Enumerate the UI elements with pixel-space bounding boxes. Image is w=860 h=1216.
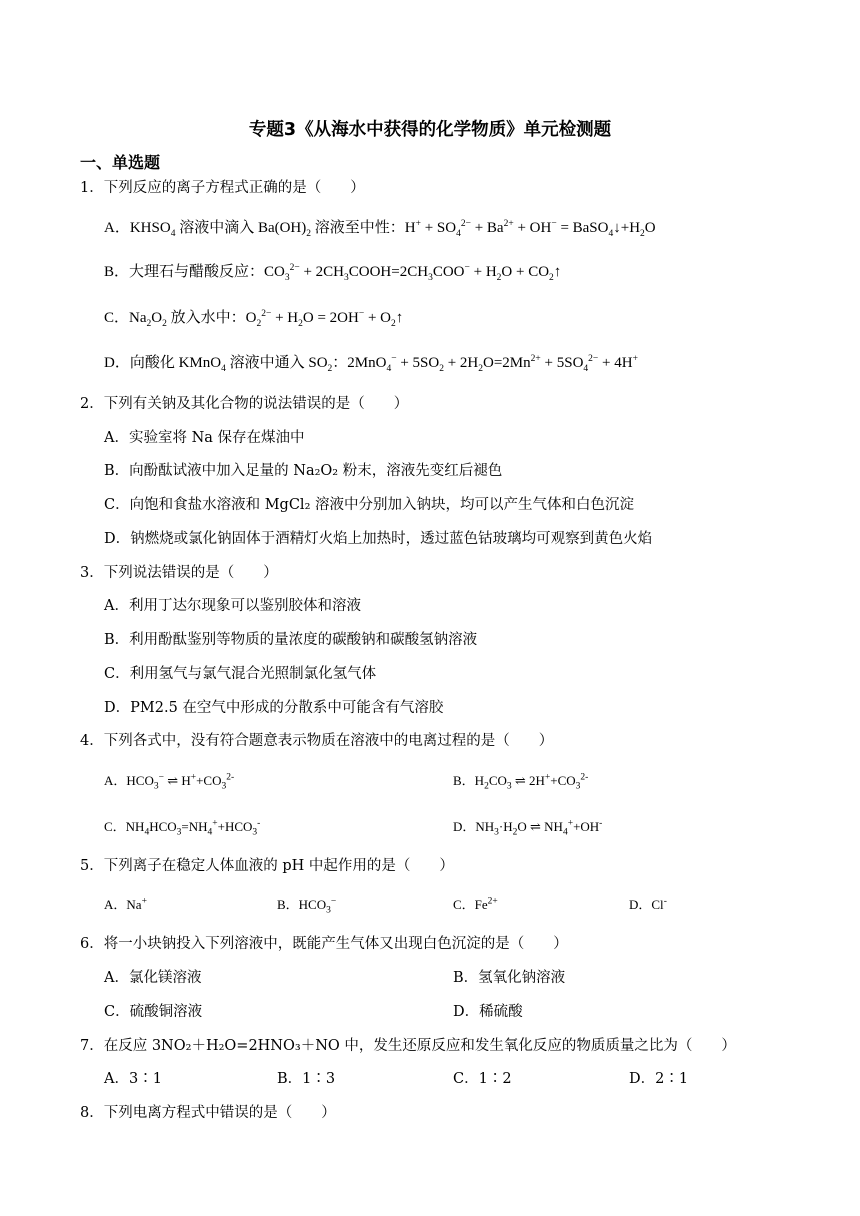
q6-option-b: B．氢氧化钠溶液 [453,970,566,986]
q6-stem: 6．将一小块钠投入下列溶液中，既能产生气体又出现白色沉淀的是（ ） [80,936,568,952]
q7-option-a: A．3∶1 [104,1071,162,1087]
q2-option-b: B．向酚酞试液中加入足量的 Na₂O₂ 粉末，溶液先变红后褪色 [104,463,503,479]
q4-stem: 4．下列各式中，没有符合题意表示物质在溶液中的电离过程的是（ ） [80,733,554,749]
q1-option-b: B．大理石与醋酸反应：$CO_3^{2-}$ + $2CH_3COOH=2CH_3COO^- + H_2O$ + $CO_2↑$ [104,263,562,283]
q7-option-c: C．1∶2 [453,1071,512,1087]
q7-stem: 7．在反应 3NO₂＋H₂O=2HNO₃＋NO 中，发生还原反应和发生氧化反应的物质质量之比为（ ） [80,1038,736,1054]
q3-option-a: A．利用丁达尔现象可以鉴别胶体和溶液 [104,598,361,614]
q1-option-c: C．$Na_2O_2$ 放入水中：$O_2^{2-} + H_2O = 2OH^-$ + $O_2↑$ [104,309,404,329]
page-title: 专题3《从海水中获得的化学物质》单元检测题 [248,120,612,140]
q2-option-c: C．向饱和食盐水溶液和 MgCl₂ 溶液中分别加入钠块，均可以产生气体和白色沉淀 [104,497,634,513]
q4-option-c: C．$NH_4HCO_3=NH_4^++HCO_3^-$ [104,818,261,838]
q8-stem: 8．下列电离方程式中错误的是（ ） [80,1105,336,1121]
q3-option-d: D．PM2.5 在空气中形成的分散系中可能含有气溶胶 [104,700,444,716]
q2-option-a: A．实验室将 Na 保存在煤油中 [104,430,305,446]
q5-option-d: D．Cl- [629,896,667,912]
q6-option-a: A．氯化镁溶液 [104,970,202,986]
q6-option-c: C．硫酸铜溶液 [104,1004,203,1020]
q5-option-b: B．$HCO_3^-$ [277,896,337,916]
section-heading: 一、单选题 [80,153,161,172]
q4-option-d: D．$NH_3\cdot H_2O$ ⇌ $NH_4^++OH^-$ [453,818,603,838]
q6-option-d: D．稀硫酸 [453,1004,523,1020]
q7-option-b: B．1∶3 [277,1071,336,1087]
q5-stem: 5．下列离子在稳定人体血液的 pH 中起作用的是（ ） [80,858,454,874]
q1-option-d: D．向酸化 KMnO$_4$ 溶液中通入 $SO_2$：$2MnO_4^- + 5SO_2 + 2H_2O=2Mn^{2+} + 5SO_4^{2-} + 4H^+$ [104,354,638,374]
q5-option-a: A．Na+ [104,896,147,912]
q3-option-c: C．利用氢气与氯气混合光照制氯化氢气体 [104,666,377,682]
q4-option-b: B．$H_2CO_3$ ⇌ $2H^++CO_3^{2-}$ [453,772,589,792]
q4-option-a: A．$HCO_3^-$ ⇌ $H^++CO_3^{2-}$ [104,772,235,792]
q1-option-a: A．$KHSO_4$ 溶液中滴入 $Ba(OH)_2$ 溶液至中性：$H^+ + SO_4^{2-} + Ba^{2+} + OH^-$ = $BaSO_4↓+H_2O$ [104,219,656,239]
q3-stem: 3．下列说法错误的是（ ） [80,565,278,581]
q7-option-d: D．2∶1 [629,1071,689,1087]
q1-stem: 1．下列反应的离子方程式正确的是（ ） [80,180,365,196]
q2-option-d: D．钠燃烧或氯化钠固体于酒精灯火焰上加热时，透过蓝色钴玻璃均可观察到黄色火焰 [104,531,653,547]
q3-option-b: B．利用酚酞鉴别等物质的量浓度的碳酸钠和碳酸氢钠溶液 [104,632,478,648]
q5-option-c: C．$Fe^{2+}$ [453,896,498,912]
q2-stem: 2．下列有关钠及其化合物的说法错误的是（ ） [80,396,409,412]
